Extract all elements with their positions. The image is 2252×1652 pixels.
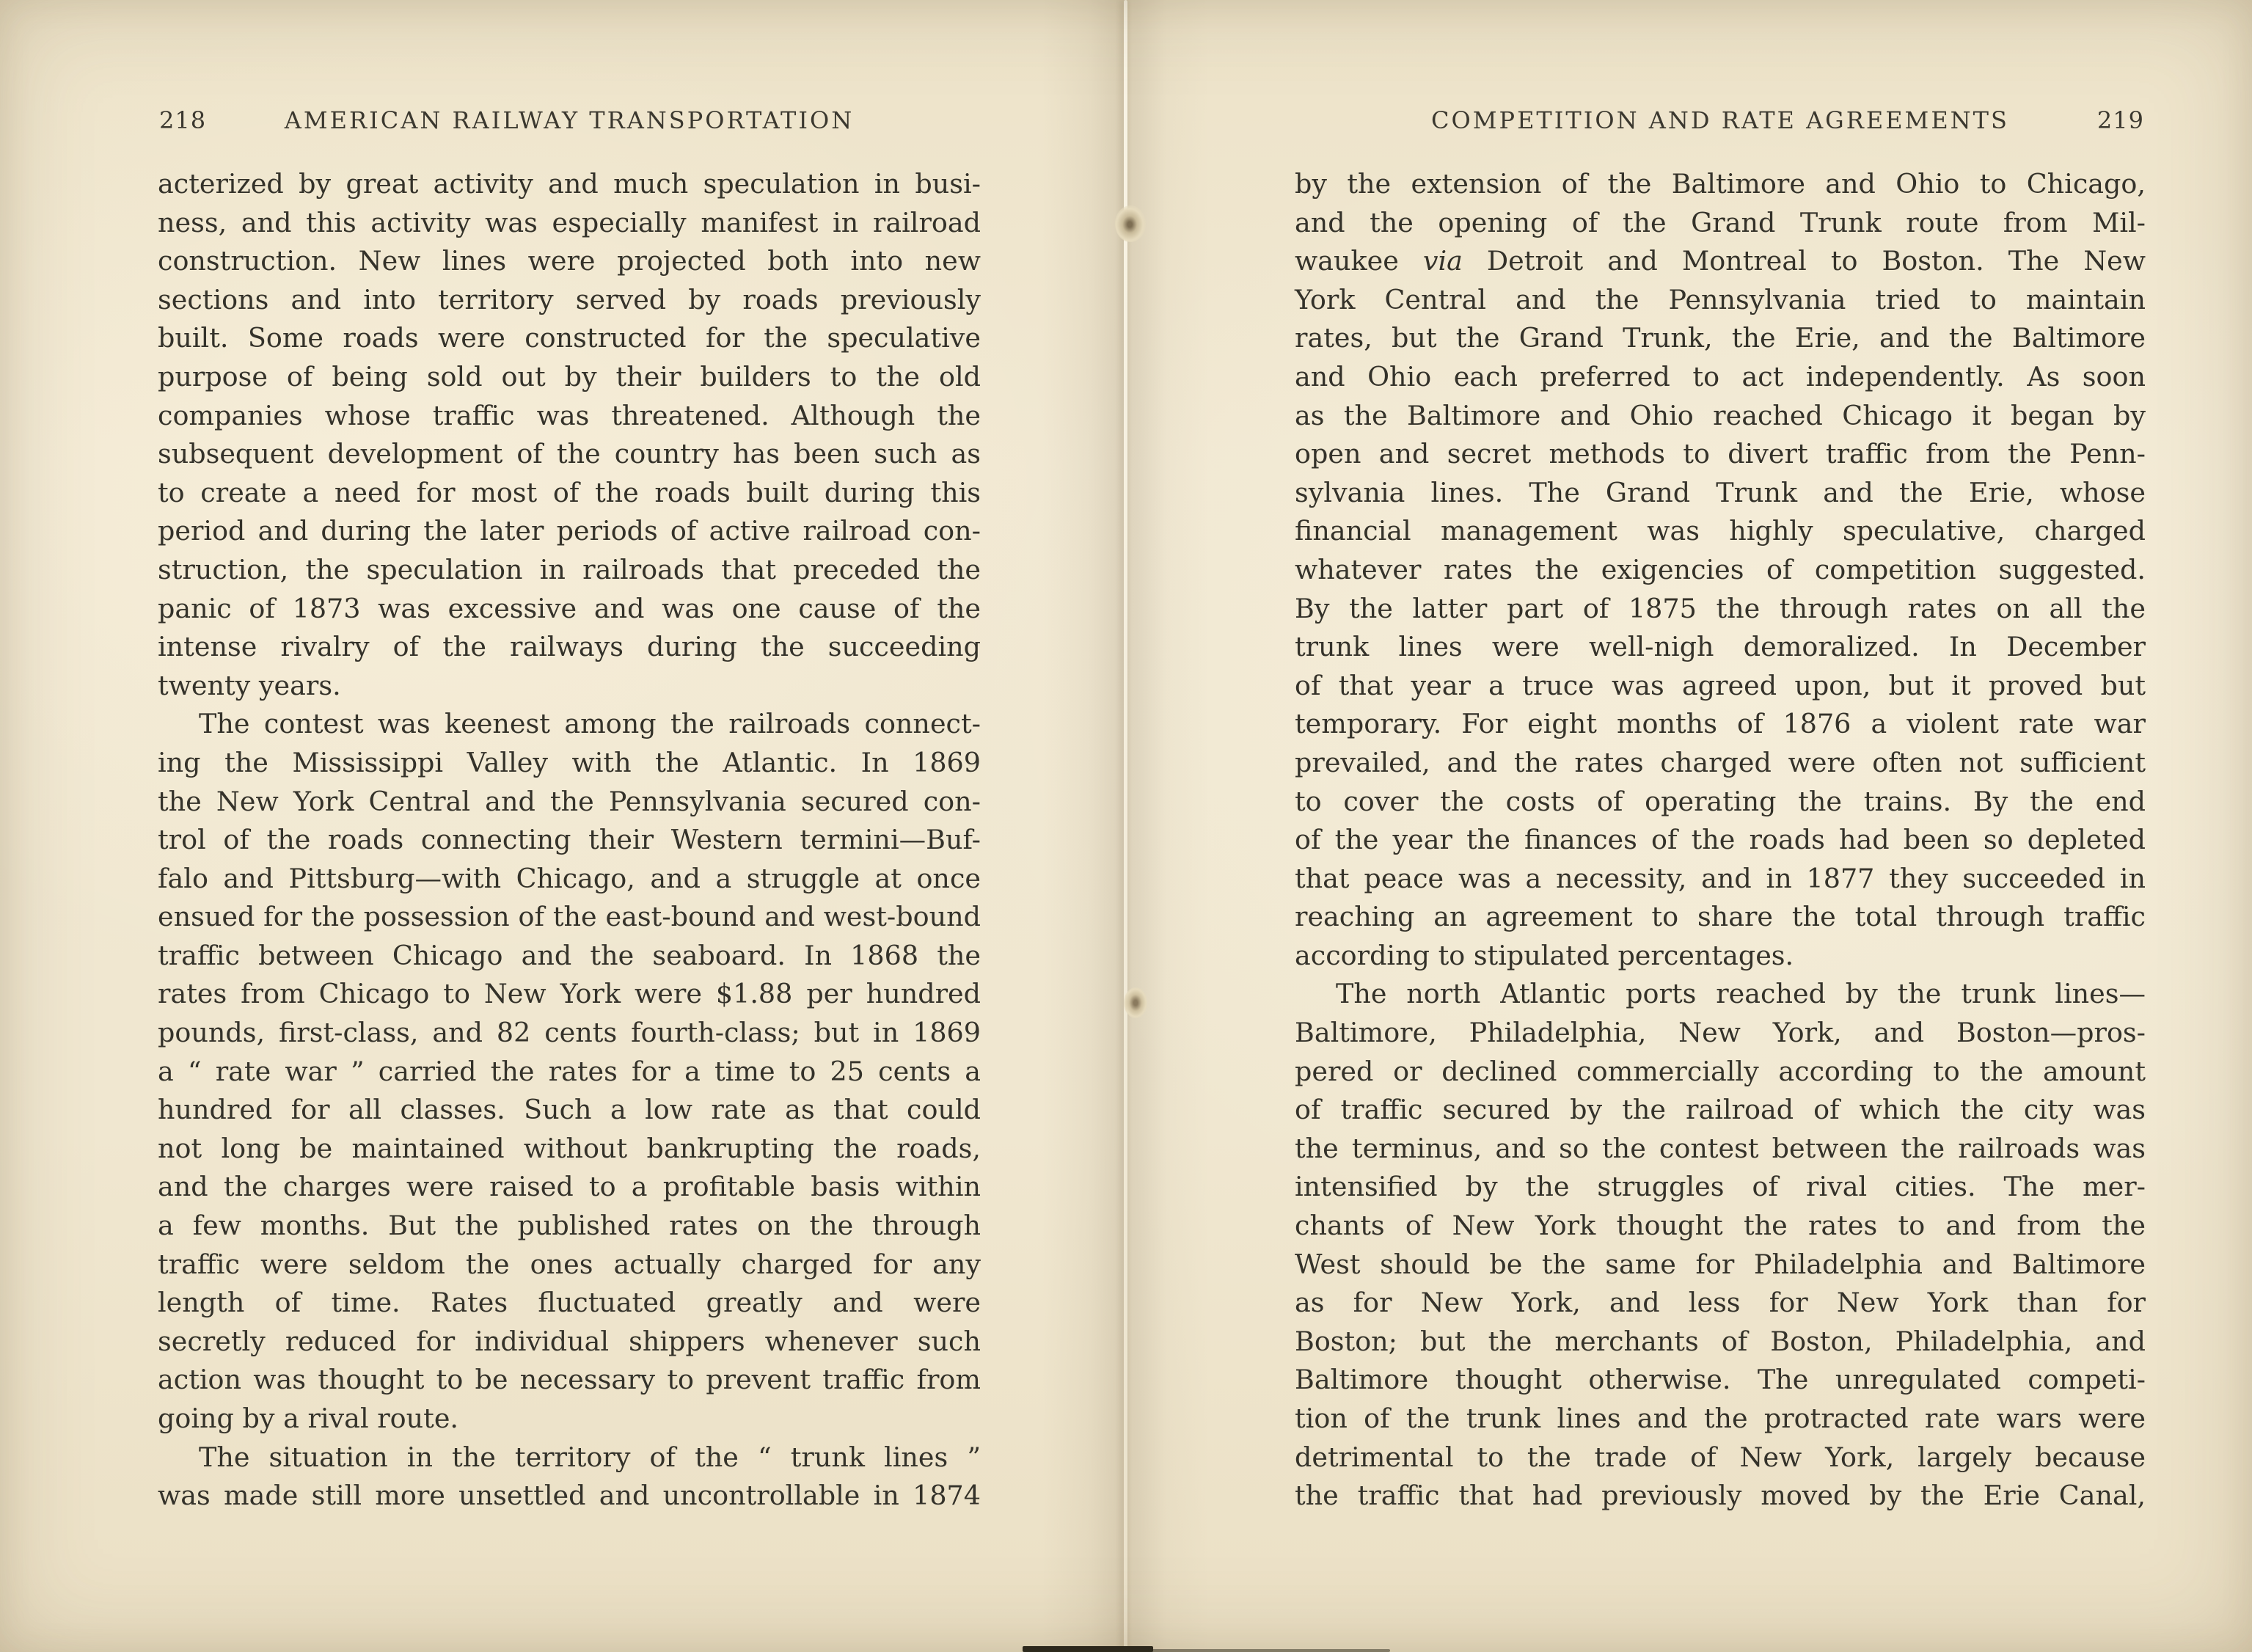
- binding-blemish-top: [1115, 205, 1146, 242]
- text-line: detrimental to the trade of New York, largely because: [1295, 1441, 2146, 1473]
- right-running-head: [1295, 106, 2146, 140]
- text-line: the traffic that had previously moved by the Erie Canal,: [1295, 1480, 2146, 1512]
- text-line: hundred for all classes. Such a low rate as that could: [158, 1094, 981, 1126]
- text-line: of traffic secured by the railroad of which the city was: [1295, 1094, 2146, 1126]
- right-page-text: [1295, 165, 2146, 1516]
- text-line: a few months. But the published rates on the through: [158, 1210, 981, 1242]
- text-line: not long be maintained without bankrupting the roads,: [158, 1132, 981, 1164]
- text-line: built. Some roads were constructed for the speculative: [158, 322, 981, 354]
- text-line: prevailed, and the rates charged were often not sufficient: [1295, 746, 2146, 778]
- text-line: action was thought to be necessary to prevent traffic from: [158, 1364, 981, 1396]
- text-line: twenty years.: [158, 669, 341, 701]
- left-page-text: [158, 165, 981, 1516]
- text-line: secretly reduced for individual shippers whenever such: [158, 1325, 981, 1357]
- text-line: was made still more unsettled and uncontrollable in 1874: [158, 1480, 981, 1512]
- text-line: chants of New York thought the rates to and from the: [1295, 1210, 2146, 1242]
- text-line: whatever rates the exigencies of competition suggested.: [1295, 553, 2146, 585]
- left-running-head: [158, 106, 981, 140]
- right-running-head-title: COMPETITION AND RATE AGREEMENTS: [1431, 106, 2009, 134]
- text-line: according to stipulated percentages.: [1295, 939, 1794, 971]
- text-line: the terminus, and so the contest between the railroads was: [1295, 1132, 2146, 1164]
- text-line: going by a rival route.: [158, 1403, 459, 1434]
- text-line: to cover the costs of operating the trains. By the end: [1295, 785, 2146, 817]
- text-line: subsequent development of the country has been such as: [158, 438, 981, 470]
- text-line: Boston; but the merchants of Boston, Philadelphia, and: [1295, 1325, 2146, 1357]
- binding-blemish-middle: [1124, 987, 1147, 1018]
- left-page-number: 218: [159, 106, 207, 134]
- text-line: to create a need for most of the roads built during this: [158, 476, 981, 508]
- text-line: reaching an agreement to share the total through traffic: [1295, 901, 2146, 933]
- text-line: construction. New lines were projected both into new: [158, 245, 981, 277]
- text-line: and the opening of the Grand Trunk route from Mil-: [1295, 206, 2146, 238]
- text-line: struction, the speculation in railroads that preceded the: [158, 553, 981, 585]
- text-line: traffic between Chicago and the seaboard. In 1868 the: [158, 939, 981, 971]
- text-line: sections and into territory served by roads previously: [158, 283, 981, 315]
- scan-bottom-edge-shadow: [1148, 1649, 1390, 1652]
- text-line: The north Atlantic ports reached by the trunk lines—: [1336, 978, 2146, 1010]
- text-line: tion of the trunk lines and the protracted rate wars were: [1295, 1403, 2146, 1434]
- text-line: as for New York, and less for New York than for: [1295, 1287, 2146, 1319]
- text-line: as the Baltimore and Ohio reached Chicago it began by: [1295, 399, 2146, 431]
- text-line: period and during the later periods of active railroad con-: [158, 515, 981, 547]
- right-page: [1295, 106, 2146, 1516]
- text-line: ing the Mississippi Valley with the Atlantic. In 1869: [158, 746, 981, 778]
- text-line: intense rivalry of the railways during the succeeding: [158, 631, 981, 663]
- text-line: temporary. For eight months of 1876 a violent rate war: [1295, 708, 2146, 740]
- text-line: length of time. Rates fluctuated greatly and were: [158, 1287, 981, 1319]
- text-line: that peace was a necessity, and in 1877 they succeeded in: [1295, 862, 2146, 894]
- text-line: trol of the roads connecting their Western termini—Buf-: [158, 824, 981, 856]
- text-line: panic of 1873 was excessive and was one cause of the: [158, 592, 981, 624]
- text-line: West should be the same for Philadelphia and Baltimore: [1295, 1248, 2146, 1280]
- text-line: of that year a truce was agreed upon, but it proved but: [1295, 669, 2146, 701]
- text-line: by the extension of the Baltimore and Ohio to Chicago,: [1295, 168, 2146, 200]
- text-line: traffic were seldom the ones actually charged for any: [158, 1248, 981, 1280]
- left-page: [158, 106, 981, 1516]
- text-line: purpose of being sold out by their builders to the old: [158, 360, 981, 392]
- text-line: By the latter part of 1875 the through rates on all the: [1295, 592, 2146, 624]
- text-line: acterized by great activity and much speculation in busi-: [158, 168, 981, 200]
- text-line: The contest was keenest among the railroads connect-: [199, 708, 981, 740]
- text-line: intensified by the struggles of rival cities. The mer-: [1295, 1171, 2146, 1203]
- text-line: financial management was highly speculative, charged: [1295, 515, 2146, 547]
- text-line: sylvania lines. The Grand Trunk and the Erie, whose: [1295, 476, 2146, 508]
- text-line: The situation in the territory of the “ trunk lines ”: [199, 1441, 981, 1473]
- right-page-number: 219: [2096, 106, 2144, 134]
- text-line: open and secret methods to divert traffic from the Penn-: [1295, 438, 2146, 470]
- text-line: waukee via Detroit and Montreal to Boston. The New: [1295, 245, 2146, 277]
- text-line: ness, and this activity was especially manifest in railroad: [158, 206, 981, 238]
- text-line: Baltimore thought otherwise. The unregulated competi-: [1295, 1364, 2146, 1396]
- text-line: of the year the finances of the roads had been so depleted: [1295, 824, 2146, 856]
- text-line: the New York Central and the Pennsylvania secured con-: [158, 785, 981, 817]
- text-line: falo and Pittsburg—with Chicago, and a struggle at once: [158, 862, 981, 894]
- text-line: and Ohio each preferred to act independently. As soon: [1295, 360, 2146, 392]
- page-fold-edge: [1124, 0, 1127, 1652]
- text-line: Baltimore, Philadelphia, New York, and Boston—pros-: [1295, 1017, 2146, 1049]
- text-line: trunk lines were well-nigh demoralized. In December: [1295, 631, 2146, 663]
- scan-bottom-edge-dark: [1023, 1646, 1153, 1652]
- text-line: ensued for the possession of the east-bound and west-bound: [158, 901, 981, 933]
- text-line: a “ rate war ” carried the rates for a time to 25 cents a: [158, 1055, 981, 1087]
- text-line: pered or declined commercially according to the amount: [1295, 1055, 2146, 1087]
- text-line: companies whose traffic was threatened. Although the: [158, 399, 981, 431]
- text-line: rates, but the Grand Trunk, the Erie, and the Baltimore: [1295, 322, 2146, 354]
- text-line: pounds, first-class, and 82 cents fourth-class; but in 1869: [158, 1017, 981, 1049]
- left-running-head-title: AMERICAN RAILWAY TRANSPORTATION: [284, 106, 855, 134]
- text-line: rates from Chicago to New York were $1.88 per hundred: [158, 978, 981, 1010]
- text-line: York Central and the Pennsylvania tried to maintain: [1295, 283, 2146, 315]
- text-line: and the charges were raised to a profitable basis within: [158, 1171, 981, 1203]
